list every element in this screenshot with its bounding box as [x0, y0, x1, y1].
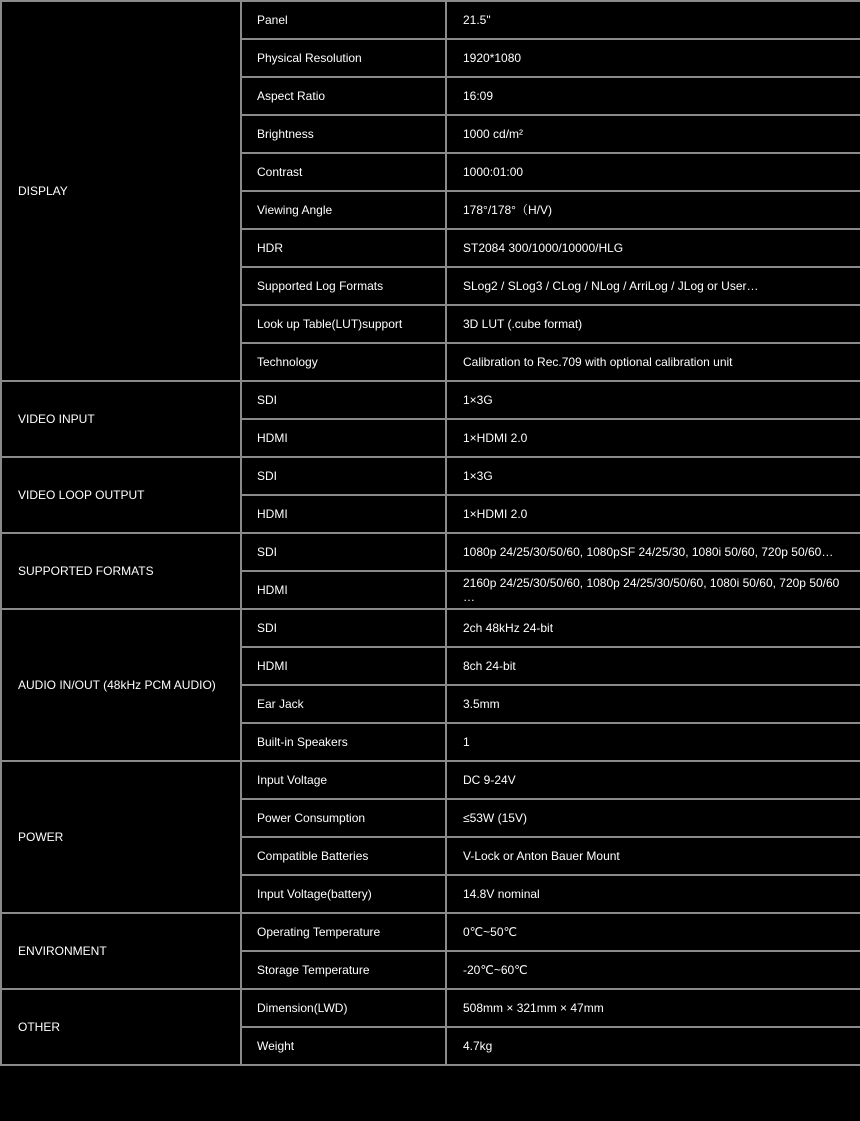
- spec-value: [446, 419, 860, 457]
- spec-label: Operating Temperature: [241, 913, 446, 951]
- spec-value: [446, 685, 860, 723]
- spec-label: Dimension(LWD): [241, 989, 446, 1027]
- spec-value: [446, 1, 860, 39]
- spec-value-text: V-Lock or Anton Bauer Mount: [463, 849, 620, 863]
- spec-value-text: SLog2 / SLog3 / CLog / NLog / ArriLog / JLog or User…: [463, 279, 759, 293]
- spec-row: [1, 533, 860, 571]
- spec-value: [446, 267, 860, 305]
- spec-value: [446, 39, 860, 77]
- spec-label: Storage Temperature: [241, 951, 446, 989]
- category-audio-in-out-48khz-pcm-audio: AUDIO IN/OUT (48kHz PCM AUDIO): [1, 609, 241, 761]
- spec-value: [446, 381, 860, 419]
- spec-label: SDI: [241, 457, 446, 495]
- spec-value-text: 1×3G: [463, 393, 493, 407]
- spec-label: Technology: [241, 343, 446, 381]
- spec-value: [446, 837, 860, 875]
- spec-value: [446, 343, 860, 381]
- spec-value: [446, 115, 860, 153]
- spec-value: [446, 153, 860, 191]
- category-environment: ENVIRONMENT: [1, 913, 241, 989]
- spec-label: SDI: [241, 533, 446, 571]
- spec-value-text: 2ch 48kHz 24-bit: [463, 621, 554, 635]
- spec-value-text: 1×HDMI 2.0: [463, 507, 528, 521]
- category-other: OTHER: [1, 989, 241, 1065]
- spec-value-text: 0℃~50℃: [463, 925, 517, 939]
- spec-label: HDMI: [241, 571, 446, 609]
- category-supported-formats: SUPPORTED FORMATS: [1, 533, 241, 609]
- spec-value-text: 21.5": [463, 13, 491, 27]
- spec-value: 2160p 24/25/30/50/60, 1080p 24/25/30/50/60, 1080i 50/60, 720p 50/60 …: [446, 571, 860, 609]
- spec-value-text: 16:09: [463, 89, 494, 103]
- spec-value: [446, 799, 860, 837]
- spec-label: Weight: [241, 1027, 446, 1065]
- spec-label: Look up Table(LUT)support: [241, 305, 446, 343]
- spec-label: Supported Log Formats: [241, 267, 446, 305]
- spec-row: [1, 1, 860, 39]
- spec-value: [446, 875, 860, 913]
- spec-value-text: 1: [463, 735, 470, 749]
- spec-value: [446, 305, 860, 343]
- spec-value-text: 1000 cd/m²: [463, 127, 524, 141]
- spec-value: [446, 647, 860, 685]
- spec-value: [446, 951, 860, 989]
- spec-label: Viewing Angle: [241, 191, 446, 229]
- spec-value-text: 3D LUT (.cube format): [463, 317, 583, 331]
- category-video-input: VIDEO INPUT: [1, 381, 241, 457]
- spec-value-text: 1×3G: [463, 469, 493, 483]
- spec-label: Built-in Speakers: [241, 723, 446, 761]
- spec-value: [446, 761, 860, 799]
- spec-value-text: Calibration to Rec.709 with optional calibration unit: [463, 355, 733, 369]
- spec-value: [446, 495, 860, 533]
- spec-label: Brightness: [241, 115, 446, 153]
- spec-label: HDMI: [241, 419, 446, 457]
- spec-row: [1, 913, 860, 951]
- spec-label: Aspect Ratio: [241, 77, 446, 115]
- spec-label: HDMI: [241, 495, 446, 533]
- spec-row: [1, 381, 860, 419]
- spec-value: [446, 457, 860, 495]
- spec-table-body: [1, 1, 860, 1065]
- spec-value-text: 1×HDMI 2.0: [463, 431, 528, 445]
- spec-value-text: DC 9-24V: [463, 773, 516, 787]
- spec-label: Compatible Batteries: [241, 837, 446, 875]
- spec-row: [1, 761, 860, 799]
- spec-label: Input Voltage(battery): [241, 875, 446, 913]
- spec-value-text: ST2084 300/1000/10000/HLG: [463, 241, 624, 255]
- spec-value: [446, 533, 860, 571]
- spec-label: Contrast: [241, 153, 446, 191]
- spec-row: [1, 457, 860, 495]
- spec-value-text: 508mm × 321mm × 47mm: [463, 1001, 604, 1015]
- spec-value-text: 3.5mm: [463, 697, 500, 711]
- spec-value: [446, 723, 860, 761]
- spec-value: [446, 989, 860, 1027]
- spec-value-text: ≤53W (15V): [463, 811, 527, 825]
- spec-value-text: -20℃~60℃: [463, 963, 528, 977]
- spec-value-text: 1000:01:00: [463, 165, 524, 179]
- spec-label: Panel: [241, 1, 446, 39]
- spec-value: [446, 913, 860, 951]
- spec-label: Physical Resolution: [241, 39, 446, 77]
- spec-label: HDR: [241, 229, 446, 267]
- spec-value: [446, 1027, 860, 1065]
- spec-label: Input Voltage: [241, 761, 446, 799]
- spec-label: Power Consumption: [241, 799, 446, 837]
- spec-value-text: 4.7kg: [463, 1039, 493, 1053]
- spec-value: [446, 229, 860, 267]
- spec-label: HDMI: [241, 647, 446, 685]
- spec-value: [446, 77, 860, 115]
- spec-value-text: 8ch 24-bit: [463, 659, 516, 673]
- spec-value-text: 1920*1080: [463, 51, 522, 65]
- category-display: DISPLAY: [1, 1, 241, 381]
- spec-label: SDI: [241, 609, 446, 647]
- category-power: POWER: [1, 761, 241, 913]
- spec-row: [1, 609, 860, 647]
- spec-value-text: 178°/178°（H/V): [463, 203, 552, 217]
- spec-label: Ear Jack: [241, 685, 446, 723]
- category-video-loop-output: VIDEO LOOP OUTPUT: [1, 457, 241, 533]
- spec-value-text: 14.8V nominal: [463, 887, 540, 901]
- spec-row: [1, 989, 860, 1027]
- spec-label: SDI: [241, 381, 446, 419]
- spec-value-text: 1080p 24/25/30/50/60, 1080pSF 24/25/30, 1080i 50/60, 720p 50/60…: [463, 545, 834, 559]
- spec-value: [446, 609, 860, 647]
- spec-value: [446, 191, 860, 229]
